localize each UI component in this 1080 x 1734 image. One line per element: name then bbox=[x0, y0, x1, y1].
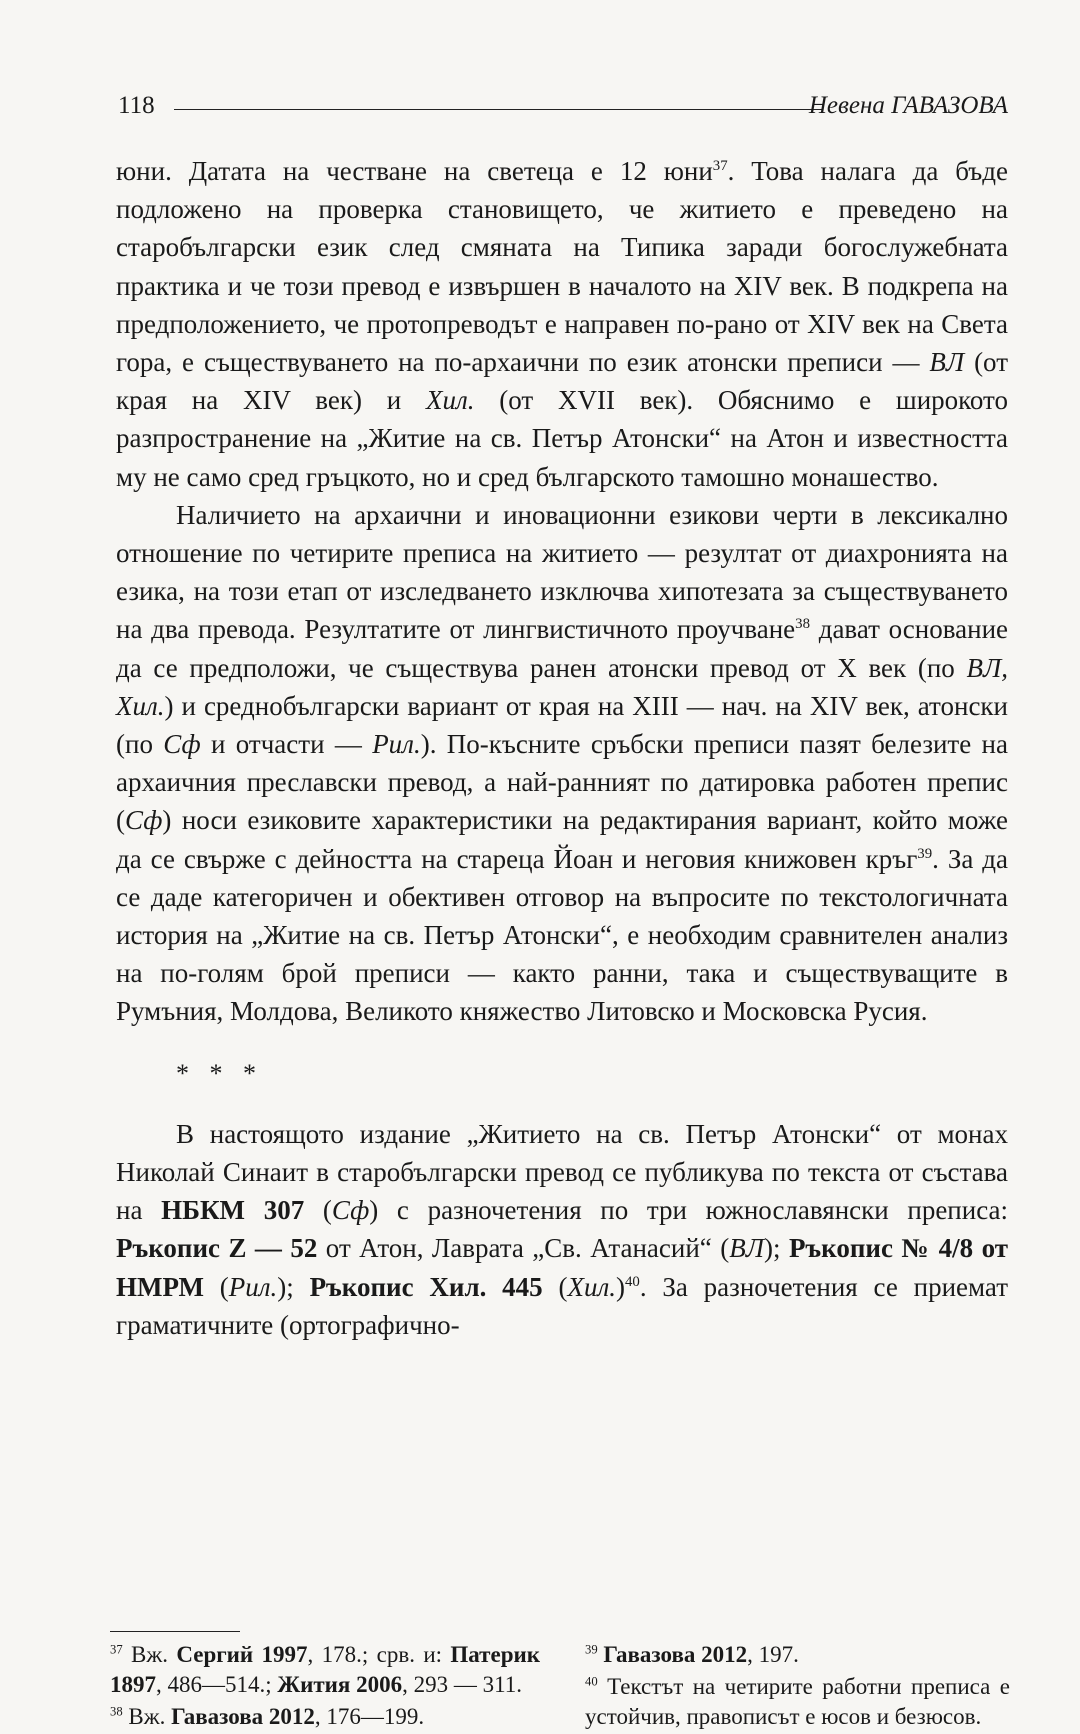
footnote-37 bbox=[110, 1640, 540, 1700]
text-run: ( bbox=[542, 1271, 568, 1302]
text-run: и отчасти — bbox=[200, 729, 373, 760]
text-run: дават основание да се предположи, че съществува ранен атонски превод от X век (по bbox=[116, 614, 1008, 683]
text-run: ) bbox=[615, 1271, 625, 1302]
text-run: (от XVII век). Обяснимо е широкото разпространение на „Житие на св. Петър Атонски“ на Атон и известността му не само сред гръцкото, но и сред българското тамошно монашество. bbox=[116, 385, 1008, 492]
text-run: ( bbox=[203, 1271, 229, 1302]
siglum: Хил. bbox=[567, 1271, 616, 1302]
running-head: Невена ГАВАЗОВА bbox=[808, 92, 1008, 119]
text-run: ). По-късните сръбски преписи пазят белезите на архаичния преславски превод, а най-ранният по датировка работен препис ( bbox=[116, 729, 1008, 836]
siglum: Сф bbox=[163, 729, 201, 760]
text-run: юни. Датата на честване на светеца е 12 юни bbox=[116, 156, 713, 186]
siglum: ВЛ, Хил. bbox=[116, 652, 1008, 721]
footnote-rule bbox=[110, 1631, 240, 1632]
footnotes-left-column bbox=[110, 1640, 540, 1734]
siglum: Сф bbox=[331, 1195, 370, 1226]
siglum: Хил. bbox=[425, 385, 475, 416]
text-run: В настоящото издание „Житието на св. Петър Атонски“ от монах Николай Синаит в старобългарски превод се публикува по текста от състава на bbox=[116, 1118, 1008, 1226]
reference-author: Гавазова 2012 bbox=[597, 1642, 748, 1667]
paragraph-1 bbox=[116, 152, 1008, 496]
text-run: Вж. bbox=[122, 1704, 172, 1729]
footnote-number: 39 bbox=[585, 1642, 598, 1657]
reference-author: Сергий 1997 bbox=[176, 1642, 308, 1667]
footnotes-right-column bbox=[585, 1640, 1010, 1734]
footnote-number: 37 bbox=[110, 1642, 123, 1657]
text-run: , 176—199. bbox=[314, 1704, 425, 1729]
text-run: ) с разночетения по три южнославянски преписа: bbox=[369, 1195, 1008, 1226]
text-run: от Атон, Лаврата „Св. Атанасий“ ( bbox=[317, 1233, 730, 1264]
footnote-40 bbox=[585, 1672, 1010, 1732]
text-run: ); bbox=[277, 1271, 310, 1302]
footnote-number: 40 bbox=[585, 1674, 598, 1689]
siglum: Рил. bbox=[228, 1271, 278, 1302]
page-number: 118 bbox=[118, 92, 155, 119]
siglum: Рил. bbox=[372, 729, 421, 760]
siglum: ВЛ bbox=[929, 347, 965, 378]
footnote-ref-39: 39 bbox=[917, 845, 933, 862]
text-run: . Това налага да бъде подложено на проверка становището, че житието е преведено на старобългарски език след смяната на Типика заради богослужебната практика и че този превод е извършен в началото на XIV век. В подкрепа на предположението, че протопреводът е направен по-рано от XIV век на Света гора, е съществуването на по-архаични по език атонски преписи — bbox=[116, 156, 1008, 378]
footnote-ref-37: 37 bbox=[712, 158, 728, 174]
paragraph-3 bbox=[116, 1115, 1008, 1344]
reference-author: Гавазова 2012 bbox=[171, 1704, 315, 1729]
text-run: . За разночетения се приемат граматичните (ортографично- bbox=[116, 1271, 1008, 1340]
header-rule bbox=[174, 109, 822, 110]
text-run: Вж. bbox=[122, 1642, 177, 1667]
footnote-number: 38 bbox=[110, 1704, 123, 1719]
manuscript-name: НБКМ 307 bbox=[161, 1195, 305, 1226]
text-run: , 486—514.; bbox=[156, 1672, 278, 1697]
footnote-ref-40: 40 bbox=[624, 1273, 640, 1290]
siglum: ВЛ bbox=[729, 1233, 764, 1264]
manuscript-name: Ръкопис № 4/8 от НМРМ bbox=[116, 1233, 1009, 1302]
text-run: ) носи езиковите характеристики на редактирания вариант, който може да се свърже с дейността на стареца Йоан и неговия книжовен кръг bbox=[116, 805, 1008, 874]
footnotes bbox=[110, 1640, 1010, 1734]
text-run: Наличието на архаични и иновационни езикови черти в лексикално отношение по четирите преписа на житието — резултат от диахронията на езика, на този етап от изследването изключва хипотезата за съществуването на два превода. Резултатите от лингвистичното проучване bbox=[116, 499, 1008, 645]
body-text bbox=[116, 152, 1008, 1344]
footnote-38 bbox=[110, 1702, 540, 1732]
text-run: . За да се даде категоричен и обективен отговор на въпросите по текстологичната история на „Житие на св. Петър Атонски“, е необходим сравнителен анализ на по-голям брой преписи — както ранни, така и съществуващите в Румъния, Молдова, Великото княжество Литовско и Московска Русия. bbox=[116, 843, 1009, 1027]
text-run: , 197. bbox=[747, 1642, 799, 1667]
reference-author: Жития 2006 bbox=[277, 1672, 403, 1697]
text-run: , 178.; срв. и: bbox=[307, 1642, 451, 1667]
manuscript-name: Ръкопис Хил. 445 bbox=[309, 1271, 543, 1302]
text-run: , 293 — 311. bbox=[402, 1672, 523, 1697]
paragraph-2 bbox=[116, 496, 1008, 1031]
footnote-39 bbox=[585, 1640, 1010, 1670]
manuscript-name: Ръкопис Z — 52 bbox=[116, 1233, 318, 1264]
section-separator: * * * bbox=[176, 1058, 256, 1088]
page-header bbox=[118, 88, 1008, 128]
text-run: Текстът на четирите работни преписа е устойчив, правописът е юсов и безюсов. bbox=[585, 1674, 1010, 1729]
siglum: Сф bbox=[125, 805, 163, 836]
text-run: ) и среднобългарски вариант от края на XIII — нач. на XIV век, атонски (по bbox=[116, 690, 1008, 760]
text-run: (от края на XIV век) и bbox=[116, 347, 1008, 416]
reference-author: Патерик 1897 bbox=[110, 1642, 540, 1697]
footnote-ref-38: 38 bbox=[795, 616, 810, 633]
text-run: ); bbox=[764, 1233, 789, 1264]
text-run: ( bbox=[304, 1195, 332, 1226]
